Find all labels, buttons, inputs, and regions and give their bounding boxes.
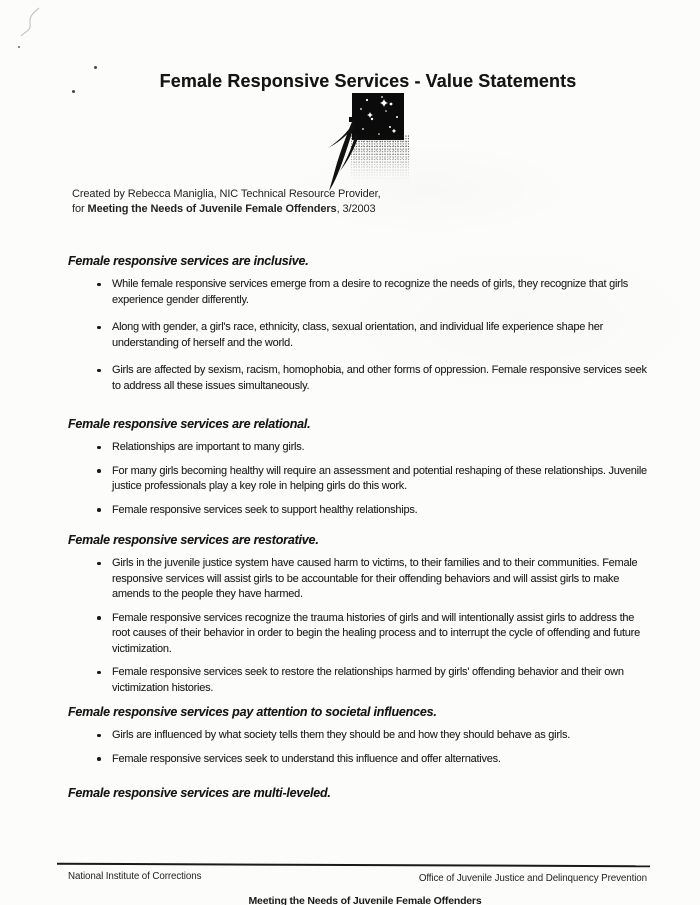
scan-artifact-dot — [94, 66, 97, 69]
bullet-list — [96, 556, 650, 696]
section-multi-leveled — [68, 785, 656, 802]
section-relational — [68, 416, 656, 518]
footer-divider — [57, 863, 650, 868]
bullet-list — [96, 277, 650, 394]
credit-text — [72, 187, 381, 216]
bullet-item: Female responsive services seek to understand this influence and offer alternatives. — [96, 752, 650, 768]
scan-artifact-dot — [18, 46, 20, 48]
bullet-item: While female responsive services emerge from a desire to recognize the needs of girls, they recognize that girls experience gender differently. — [96, 277, 650, 308]
bullet-list — [96, 440, 650, 518]
bullet-item: Relationships are important to many girls. — [96, 440, 650, 456]
credit-line2-suffix: , 3/2003 — [336, 202, 376, 215]
bullet-item: Girls are affected by sexism, racism, homophobia, and other forms of oppression. Female responsive services seek to address all these issues simultaneously. — [96, 363, 650, 394]
credit-line1: Created by Rebecca Maniglia, NIC Technical Resource Provider, — [72, 188, 381, 200]
bullet-item: Girls in the juvenile justice system have caused harm to victims, to their families and to their communities. Female responsive services will assist girls to be accountable for their offending behaviors and will assist girls to make amends to the people they have harmed. — [96, 556, 650, 603]
credit-line2-prefix: for — [72, 202, 88, 215]
scan-artifact-squiggle — [18, 6, 44, 40]
section-heading: Female responsive services are relational. — [68, 417, 311, 431]
bullet-list — [96, 728, 650, 767]
section-restorative — [68, 532, 656, 696]
bullet-item: Female responsive services seek to restore the relationships harmed by girls' offending behavior and their own victimization histories. — [96, 665, 650, 696]
footer-bottom-title-cutoff: Meeting the Needs of Juvenile Female Offenders — [248, 895, 482, 905]
bullet-item: Female responsive services seek to support healthy relationships. — [96, 503, 650, 519]
footer-left-label: National Institute of Corrections — [68, 871, 202, 882]
value-statements — [68, 253, 656, 802]
bullet-item: For many girls becoming healthy will require an assessment and potential reshaping of these relationships. Juvenile justice professionals play a key role in helping girls do this work. — [96, 464, 650, 495]
section-heading: Female responsive services are restorative. — [68, 533, 319, 547]
bullet-item: Girls are influenced by what society tells them they should be and how they should behave as girls. — [96, 728, 650, 744]
credit-line2-workshop-name: Meeting the Needs of Juvenile Female Offenders — [87, 202, 337, 215]
section-heading: Female responsive services pay attention to societal influences. — [68, 705, 437, 719]
section-inclusive — [68, 253, 656, 394]
section-heading: Female responsive services are inclusive. — [68, 254, 309, 268]
bullet-item: Female responsive services recognize the trauma histories of girls and will intentionally assist girls to address the root causes of their behavior in order to begin the healing process and to interrupt the cycle of offending and future victimization. — [96, 611, 650, 658]
footer-right-label: Office of Juvenile Justice and Delinquency Prevention — [418, 873, 647, 884]
section-heading: Female responsive services are multi-leveled. — [68, 786, 331, 800]
section-societal-influences — [68, 704, 656, 767]
page-title: Female Responsive Services - Value Statements — [159, 71, 577, 91]
bullet-item: Along with gender, a girl's race, ethnicity, class, sexual orientation, and individual life experience shape her understanding of herself and the world. — [96, 320, 650, 351]
